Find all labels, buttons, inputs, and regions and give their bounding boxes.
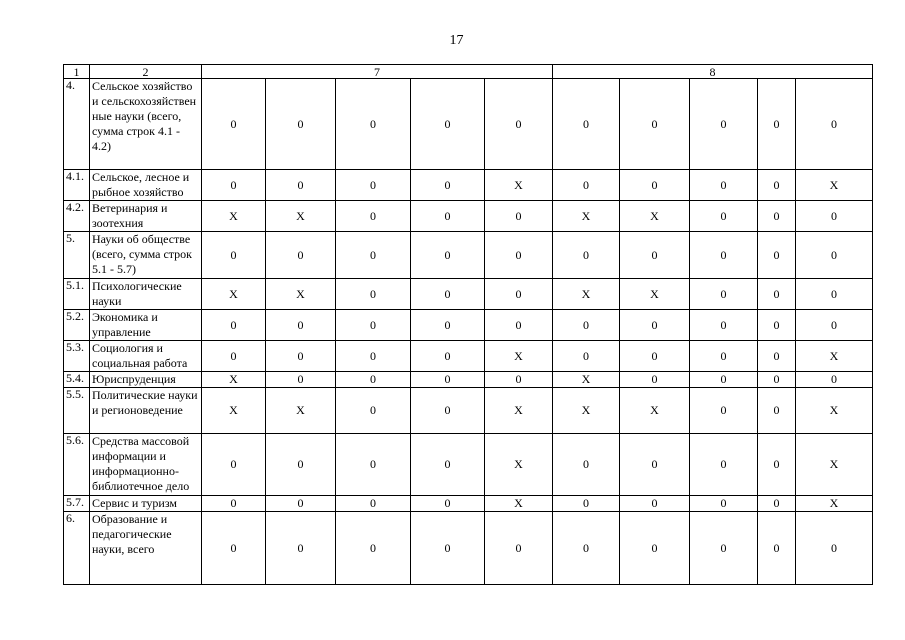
value-cell: 0 [336, 310, 411, 341]
value-cell: 0 [758, 388, 796, 434]
value-cell: 0 [620, 232, 690, 279]
value-cell: Х [796, 388, 873, 434]
value-cell: 0 [553, 310, 620, 341]
row-name: Средства массовой информации и информационно-библиотечное дело [90, 434, 202, 496]
table-body [64, 65, 873, 585]
value-cell: 0 [411, 232, 485, 279]
value-cell: 0 [266, 232, 336, 279]
table-row [64, 279, 873, 310]
table-row [64, 201, 873, 232]
value-cell: 0 [336, 201, 411, 232]
table-row [64, 496, 873, 512]
value-cell: 0 [553, 512, 620, 585]
value-cell: Х [202, 279, 266, 310]
value-cell: 0 [758, 279, 796, 310]
header-cell-col8: 8 [553, 65, 873, 79]
value-cell: Х [553, 279, 620, 310]
data-table [63, 64, 873, 585]
value-cell: 0 [690, 512, 758, 585]
value-cell: 0 [485, 279, 553, 310]
row-name: Образование и педагогические науки, всего [90, 512, 202, 585]
value-cell: 0 [758, 341, 796, 372]
value-cell: Х [796, 341, 873, 372]
value-cell: 0 [620, 341, 690, 372]
table-row [64, 388, 873, 434]
value-cell: 0 [336, 279, 411, 310]
value-cell: 0 [336, 170, 411, 201]
value-cell: 0 [336, 232, 411, 279]
value-cell: Х [485, 341, 553, 372]
header-row [64, 65, 873, 79]
value-cell: 0 [690, 170, 758, 201]
row-name: Политические науки и регионоведение [90, 388, 202, 434]
value-cell: 0 [758, 496, 796, 512]
value-cell: Х [202, 388, 266, 434]
row-name: Юриспруденция [90, 372, 202, 388]
value-cell: Х [553, 372, 620, 388]
value-cell: 0 [485, 201, 553, 232]
value-cell: Х [620, 388, 690, 434]
row-number: 5.5. [64, 388, 90, 434]
value-cell: 0 [553, 496, 620, 512]
header-cell-col7: 7 [202, 65, 553, 79]
value-cell: 0 [336, 496, 411, 512]
value-cell: 0 [758, 434, 796, 496]
row-number: 4. [64, 79, 90, 170]
value-cell: 0 [553, 232, 620, 279]
value-cell: 0 [485, 372, 553, 388]
value-cell: Х [553, 201, 620, 232]
value-cell: Х [796, 170, 873, 201]
value-cell: 0 [690, 434, 758, 496]
value-cell: 0 [620, 496, 690, 512]
value-cell: 0 [411, 372, 485, 388]
value-cell: Х [266, 279, 336, 310]
row-name: Сельское, лесное и рыбное хозяйство [90, 170, 202, 201]
value-cell: Х [266, 388, 336, 434]
value-cell: 0 [266, 341, 336, 372]
value-cell: 0 [758, 232, 796, 279]
value-cell: 0 [202, 496, 266, 512]
value-cell: 0 [336, 512, 411, 585]
value-cell: 0 [620, 170, 690, 201]
value-cell: 0 [690, 388, 758, 434]
value-cell: 0 [202, 434, 266, 496]
row-number: 6. [64, 512, 90, 585]
row-number: 5.6. [64, 434, 90, 496]
header-cell-col1: 1 [64, 65, 90, 79]
value-cell: 0 [796, 279, 873, 310]
row-name: Психологические науки [90, 279, 202, 310]
value-cell: 0 [202, 170, 266, 201]
value-cell: 0 [266, 434, 336, 496]
value-cell: 0 [553, 434, 620, 496]
page-number: 17 [449, 33, 464, 48]
value-cell: Х [485, 434, 553, 496]
value-cell: 0 [202, 341, 266, 372]
value-cell: 0 [758, 310, 796, 341]
value-cell: 0 [796, 232, 873, 279]
value-cell: Х [796, 434, 873, 496]
value-cell: 0 [202, 512, 266, 585]
row-name: Сельское хозяйство и сельскохозяйствен ные науки (всего, сумма строк 4.1 - 4.2) [90, 79, 202, 170]
value-cell: 0 [796, 201, 873, 232]
value-cell: 0 [620, 512, 690, 585]
value-cell: 0 [690, 79, 758, 170]
row-number: 5.2. [64, 310, 90, 341]
value-cell: 0 [336, 372, 411, 388]
value-cell: 0 [411, 388, 485, 434]
value-cell: 0 [202, 232, 266, 279]
table-row [64, 512, 873, 585]
row-name: Науки об обществе (всего, сумма строк 5.1 - 5.7) [90, 232, 202, 279]
row-name: Социология и социальная работа [90, 341, 202, 372]
value-cell: Х [620, 279, 690, 310]
value-cell: 0 [411, 79, 485, 170]
value-cell: 0 [758, 79, 796, 170]
row-number: 5.7. [64, 496, 90, 512]
value-cell: 0 [411, 496, 485, 512]
value-cell: Х [202, 372, 266, 388]
value-cell: 0 [266, 496, 336, 512]
value-cell: 0 [620, 79, 690, 170]
value-cell: 0 [690, 201, 758, 232]
value-cell: 0 [411, 310, 485, 341]
value-cell: 0 [485, 232, 553, 279]
row-number: 4.2. [64, 201, 90, 232]
row-number: 5. [64, 232, 90, 279]
value-cell: 0 [796, 79, 873, 170]
table-row [64, 170, 873, 201]
value-cell: 0 [411, 512, 485, 585]
value-cell: 0 [202, 79, 266, 170]
value-cell: 0 [620, 310, 690, 341]
row-number: 4.1. [64, 170, 90, 201]
row-name: Сервис и туризм [90, 496, 202, 512]
value-cell: 0 [485, 310, 553, 341]
value-cell: Х [485, 170, 553, 201]
value-cell: 0 [620, 434, 690, 496]
value-cell: 0 [796, 512, 873, 585]
table-row [64, 372, 873, 388]
value-cell: 0 [690, 279, 758, 310]
value-cell: 0 [690, 341, 758, 372]
row-name: Ветеринария и зоотехния [90, 201, 202, 232]
row-name: Экономика и управление [90, 310, 202, 341]
value-cell: 0 [690, 232, 758, 279]
value-cell: 0 [336, 341, 411, 372]
value-cell: 0 [758, 372, 796, 388]
table-row [64, 310, 873, 341]
row-number: 5.1. [64, 279, 90, 310]
row-number: 5.3. [64, 341, 90, 372]
value-cell: 0 [336, 434, 411, 496]
value-cell: 0 [266, 310, 336, 341]
value-cell: 0 [690, 310, 758, 341]
value-cell: 0 [485, 79, 553, 170]
value-cell: 0 [758, 170, 796, 201]
value-cell: 0 [266, 372, 336, 388]
value-cell: 0 [411, 201, 485, 232]
value-cell: Х [485, 388, 553, 434]
value-cell: 0 [758, 201, 796, 232]
table-row [64, 232, 873, 279]
value-cell: 0 [620, 372, 690, 388]
value-cell: 0 [266, 79, 336, 170]
value-cell: 0 [553, 170, 620, 201]
value-cell: 0 [796, 310, 873, 341]
value-cell: 0 [336, 388, 411, 434]
header-cell-col2: 2 [90, 65, 202, 79]
value-cell: 0 [336, 79, 411, 170]
value-cell: Х [620, 201, 690, 232]
value-cell: Х [796, 496, 873, 512]
table-row [64, 341, 873, 372]
value-cell: 0 [411, 279, 485, 310]
value-cell: 0 [266, 512, 336, 585]
value-cell: Х [266, 201, 336, 232]
value-cell: 0 [758, 512, 796, 585]
value-cell: Х [202, 201, 266, 232]
value-cell: 0 [411, 341, 485, 372]
value-cell: 0 [266, 170, 336, 201]
row-number: 5.4. [64, 372, 90, 388]
value-cell: Х [485, 496, 553, 512]
value-cell: 0 [690, 372, 758, 388]
table-row [64, 79, 873, 170]
value-cell: 0 [553, 341, 620, 372]
value-cell: 0 [411, 434, 485, 496]
value-cell: 0 [553, 79, 620, 170]
value-cell: 0 [411, 170, 485, 201]
value-cell: 0 [202, 310, 266, 341]
value-cell: 0 [690, 496, 758, 512]
value-cell: 0 [796, 372, 873, 388]
table-row [64, 434, 873, 496]
value-cell: 0 [485, 512, 553, 585]
value-cell: Х [553, 388, 620, 434]
